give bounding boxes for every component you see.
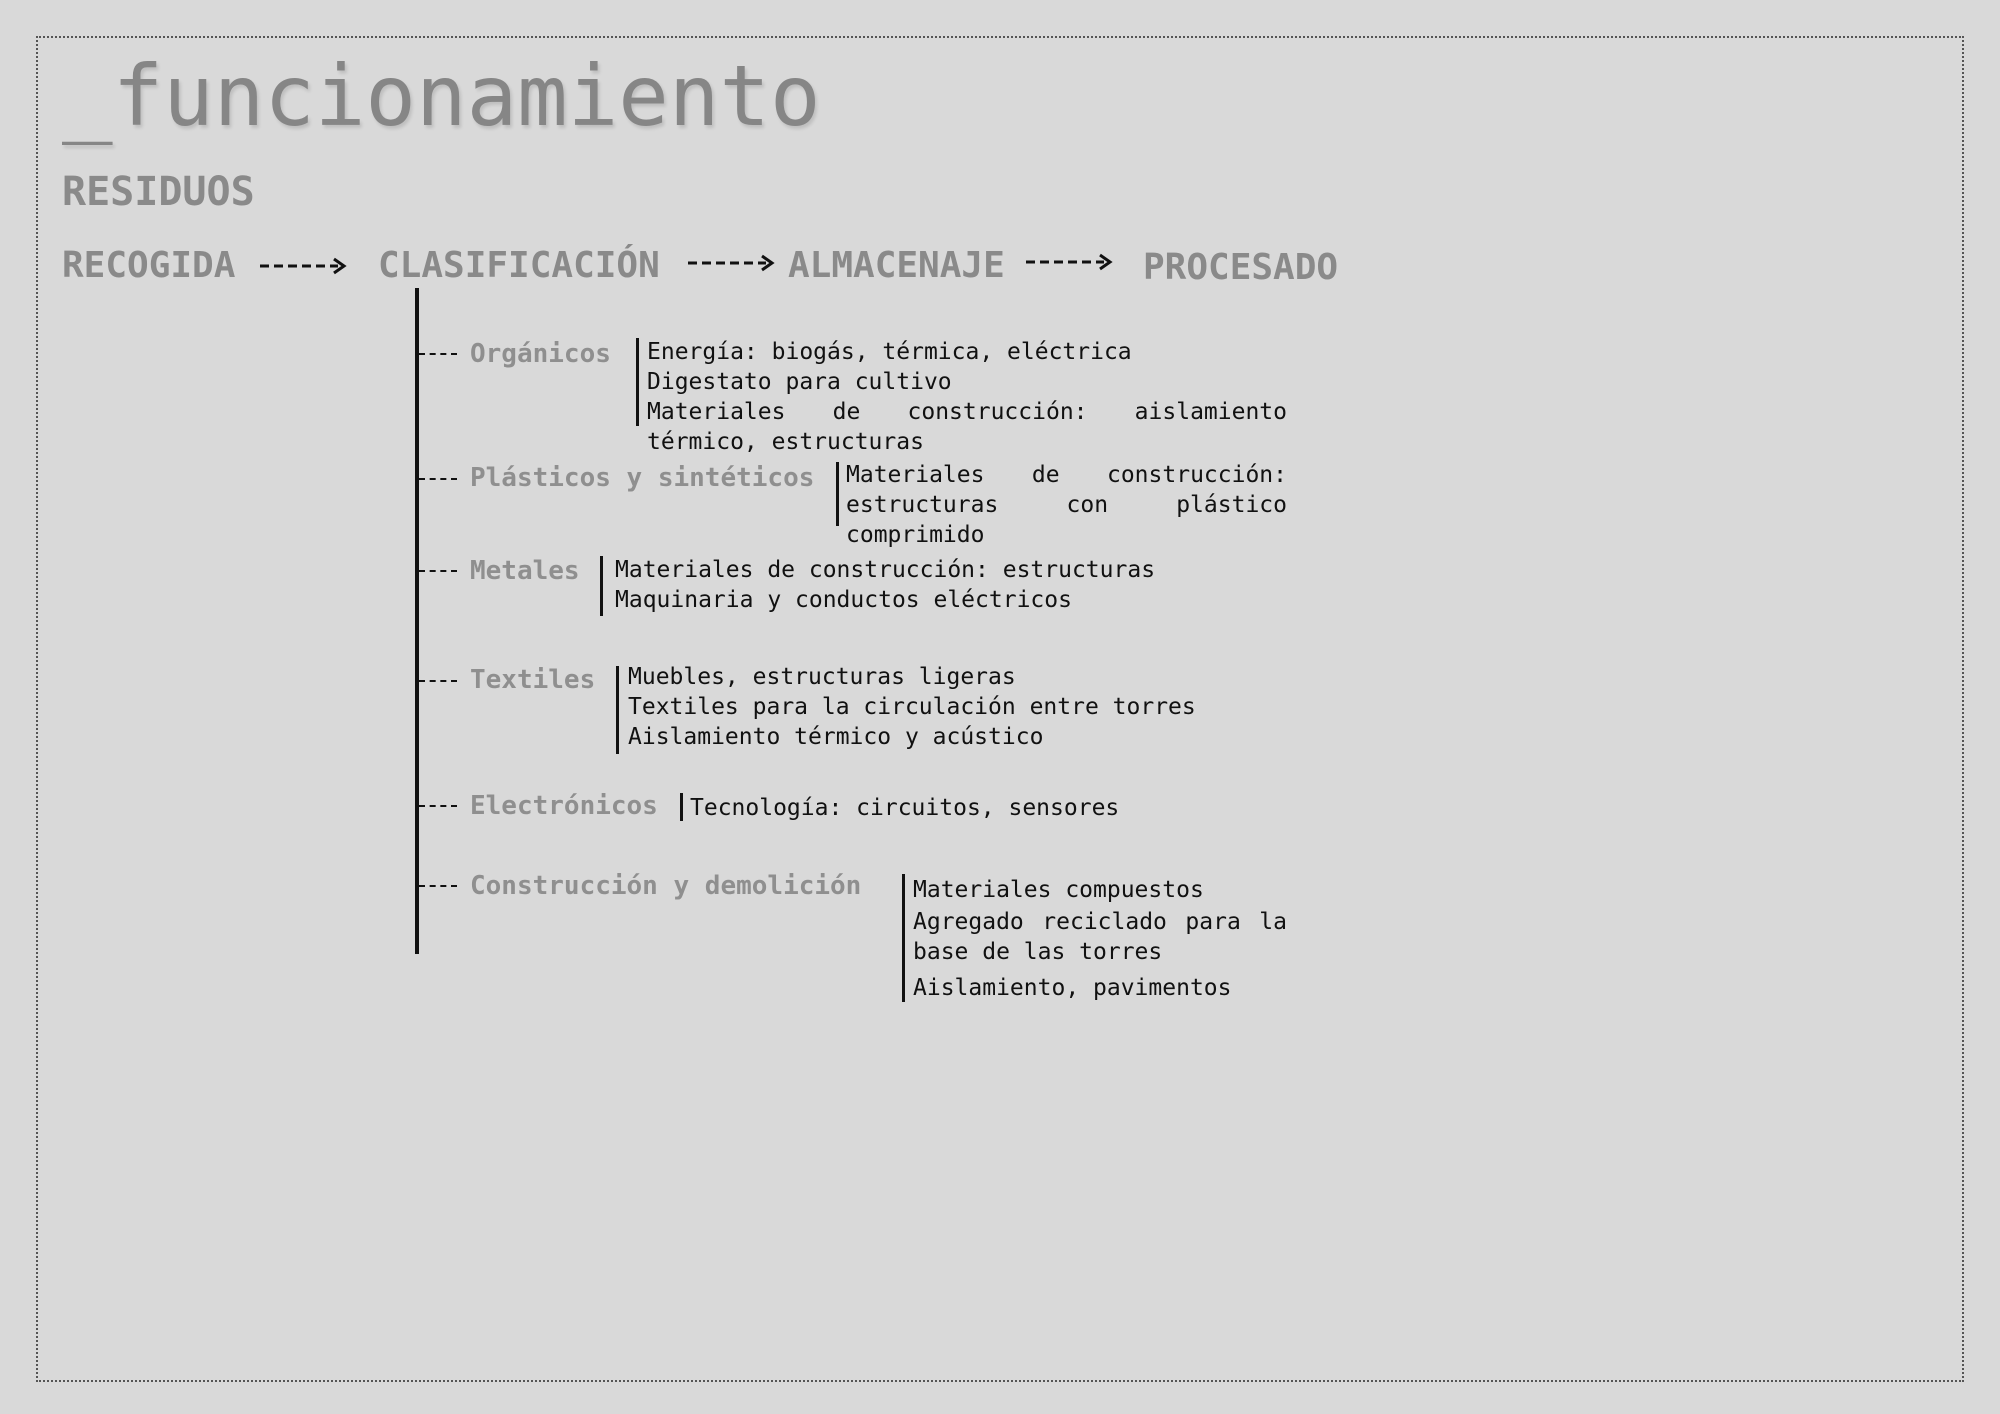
items-bracket (600, 556, 603, 616)
list-item: Digestato para cultivo (647, 369, 952, 395)
textiles-items (628, 662, 1268, 752)
list-item: Aislamiento térmico y acústico (628, 724, 1044, 750)
stage-almacenaje: ALMACENAJE (788, 245, 1005, 286)
list-item: Tecnología: circuitos, sensores (690, 795, 1120, 821)
category-textiles: Textiles (470, 665, 596, 695)
plasticos-items (846, 460, 1287, 550)
items-bracket (680, 793, 683, 821)
items-bracket (616, 666, 619, 754)
category-plasticos: Plásticos y sintéticos (470, 463, 815, 493)
flow-arrow-3 (1024, 250, 1116, 274)
list-item: Energía: biogás, térmica, eléctrica (647, 339, 1132, 365)
flow-arrow-1 (258, 254, 350, 278)
electronicos-items (690, 793, 1290, 823)
stage-recogida: RECOGIDA (62, 245, 236, 286)
list-item: Materiales de construcción: aislamiento térmico, estructuras (647, 399, 1287, 455)
section-subtitle: RESIDUOS (62, 169, 255, 215)
stage-procesado: PROCESADO (1143, 247, 1339, 288)
page-title: _funcionamiento (62, 47, 821, 145)
list-item: Materiales de construcción: estructuras con plástico comprimido (846, 462, 1287, 548)
tree-trunk-line (415, 288, 419, 954)
items-bracket (636, 338, 639, 426)
list-item: Materiales compuestos (913, 877, 1204, 903)
category-metales: Metales (470, 556, 580, 586)
list-item: Textiles para la circulación entre torres (628, 694, 1196, 720)
list-item: Aislamiento, pavimentos (913, 975, 1232, 1001)
branch-connector (419, 885, 457, 887)
category-electronicos: Electrónicos (470, 791, 658, 821)
branch-connector (419, 478, 457, 480)
branch-connector (419, 805, 457, 807)
metales-items (615, 555, 1255, 615)
category-construccion-demolicion: Construcción y demolición (470, 871, 862, 901)
list-item: Materiales de construcción: estructuras (615, 557, 1156, 583)
items-bracket (902, 874, 905, 1002)
stage-clasificacion: CLASIFICACIÓN (378, 245, 660, 286)
construccion-items (913, 875, 1287, 1003)
organicos-items (647, 337, 1287, 457)
flow-arrow-2 (686, 251, 778, 275)
items-bracket (836, 462, 839, 526)
list-item: Maquinaria y conductos eléctricos (615, 587, 1072, 613)
list-item: Muebles, estructuras ligeras (628, 664, 1016, 690)
category-organicos: Orgánicos (470, 339, 611, 369)
list-item: Agregado reciclado para la base de las torres (913, 909, 1287, 965)
branch-connector (419, 680, 457, 682)
branch-connector (419, 570, 457, 572)
branch-connector (419, 353, 457, 355)
